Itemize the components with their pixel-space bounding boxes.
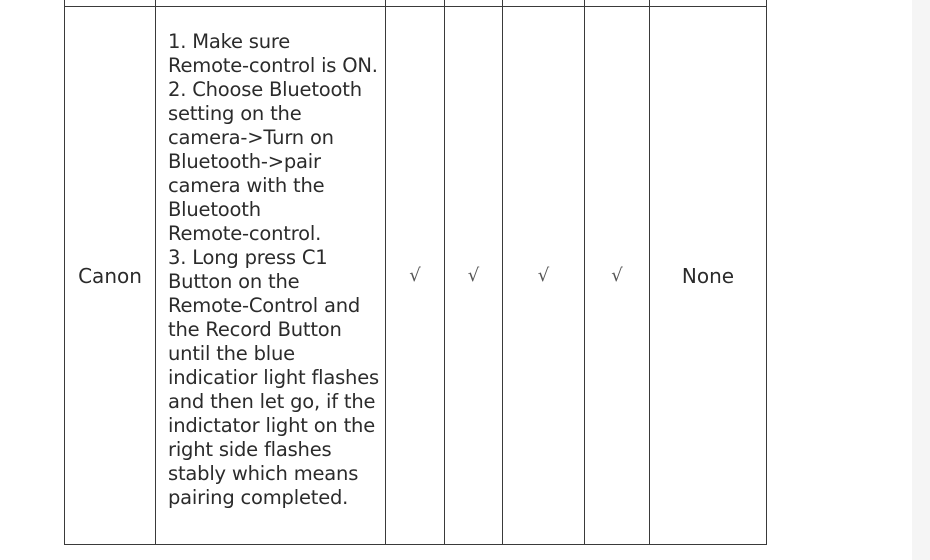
brand-cell: [65, 7, 155, 544]
check-cell: [503, 7, 584, 544]
check-cell: [445, 7, 502, 544]
checkmark-icon: √: [537, 265, 550, 286]
page-gutter: [912, 0, 930, 560]
note-value: None: [681, 263, 735, 288]
column-divider: [155, 0, 156, 544]
brand-name: Canon: [78, 263, 142, 288]
compatibility-table: [64, 0, 767, 545]
check-cell: [585, 7, 649, 544]
checkmark-icon: √: [409, 265, 421, 286]
pairing-instructions: 1. Make sure Remote-control is ON. 2. Choose Bluetooth setting on the camera->Turn on Bluetooth->pair camera with the Bluetooth Remote-control. 3. Long press C1 Button on the Remote-Control and the Record Button until the blue indicatior light flashes and then let go, if the indictator light on the right side flashes stably which means pairing completed.: [168, 30, 379, 509]
note-cell: [650, 7, 766, 544]
check-cell: [386, 7, 444, 544]
checkmark-icon: √: [611, 265, 623, 286]
checkmark-icon: √: [467, 265, 480, 286]
